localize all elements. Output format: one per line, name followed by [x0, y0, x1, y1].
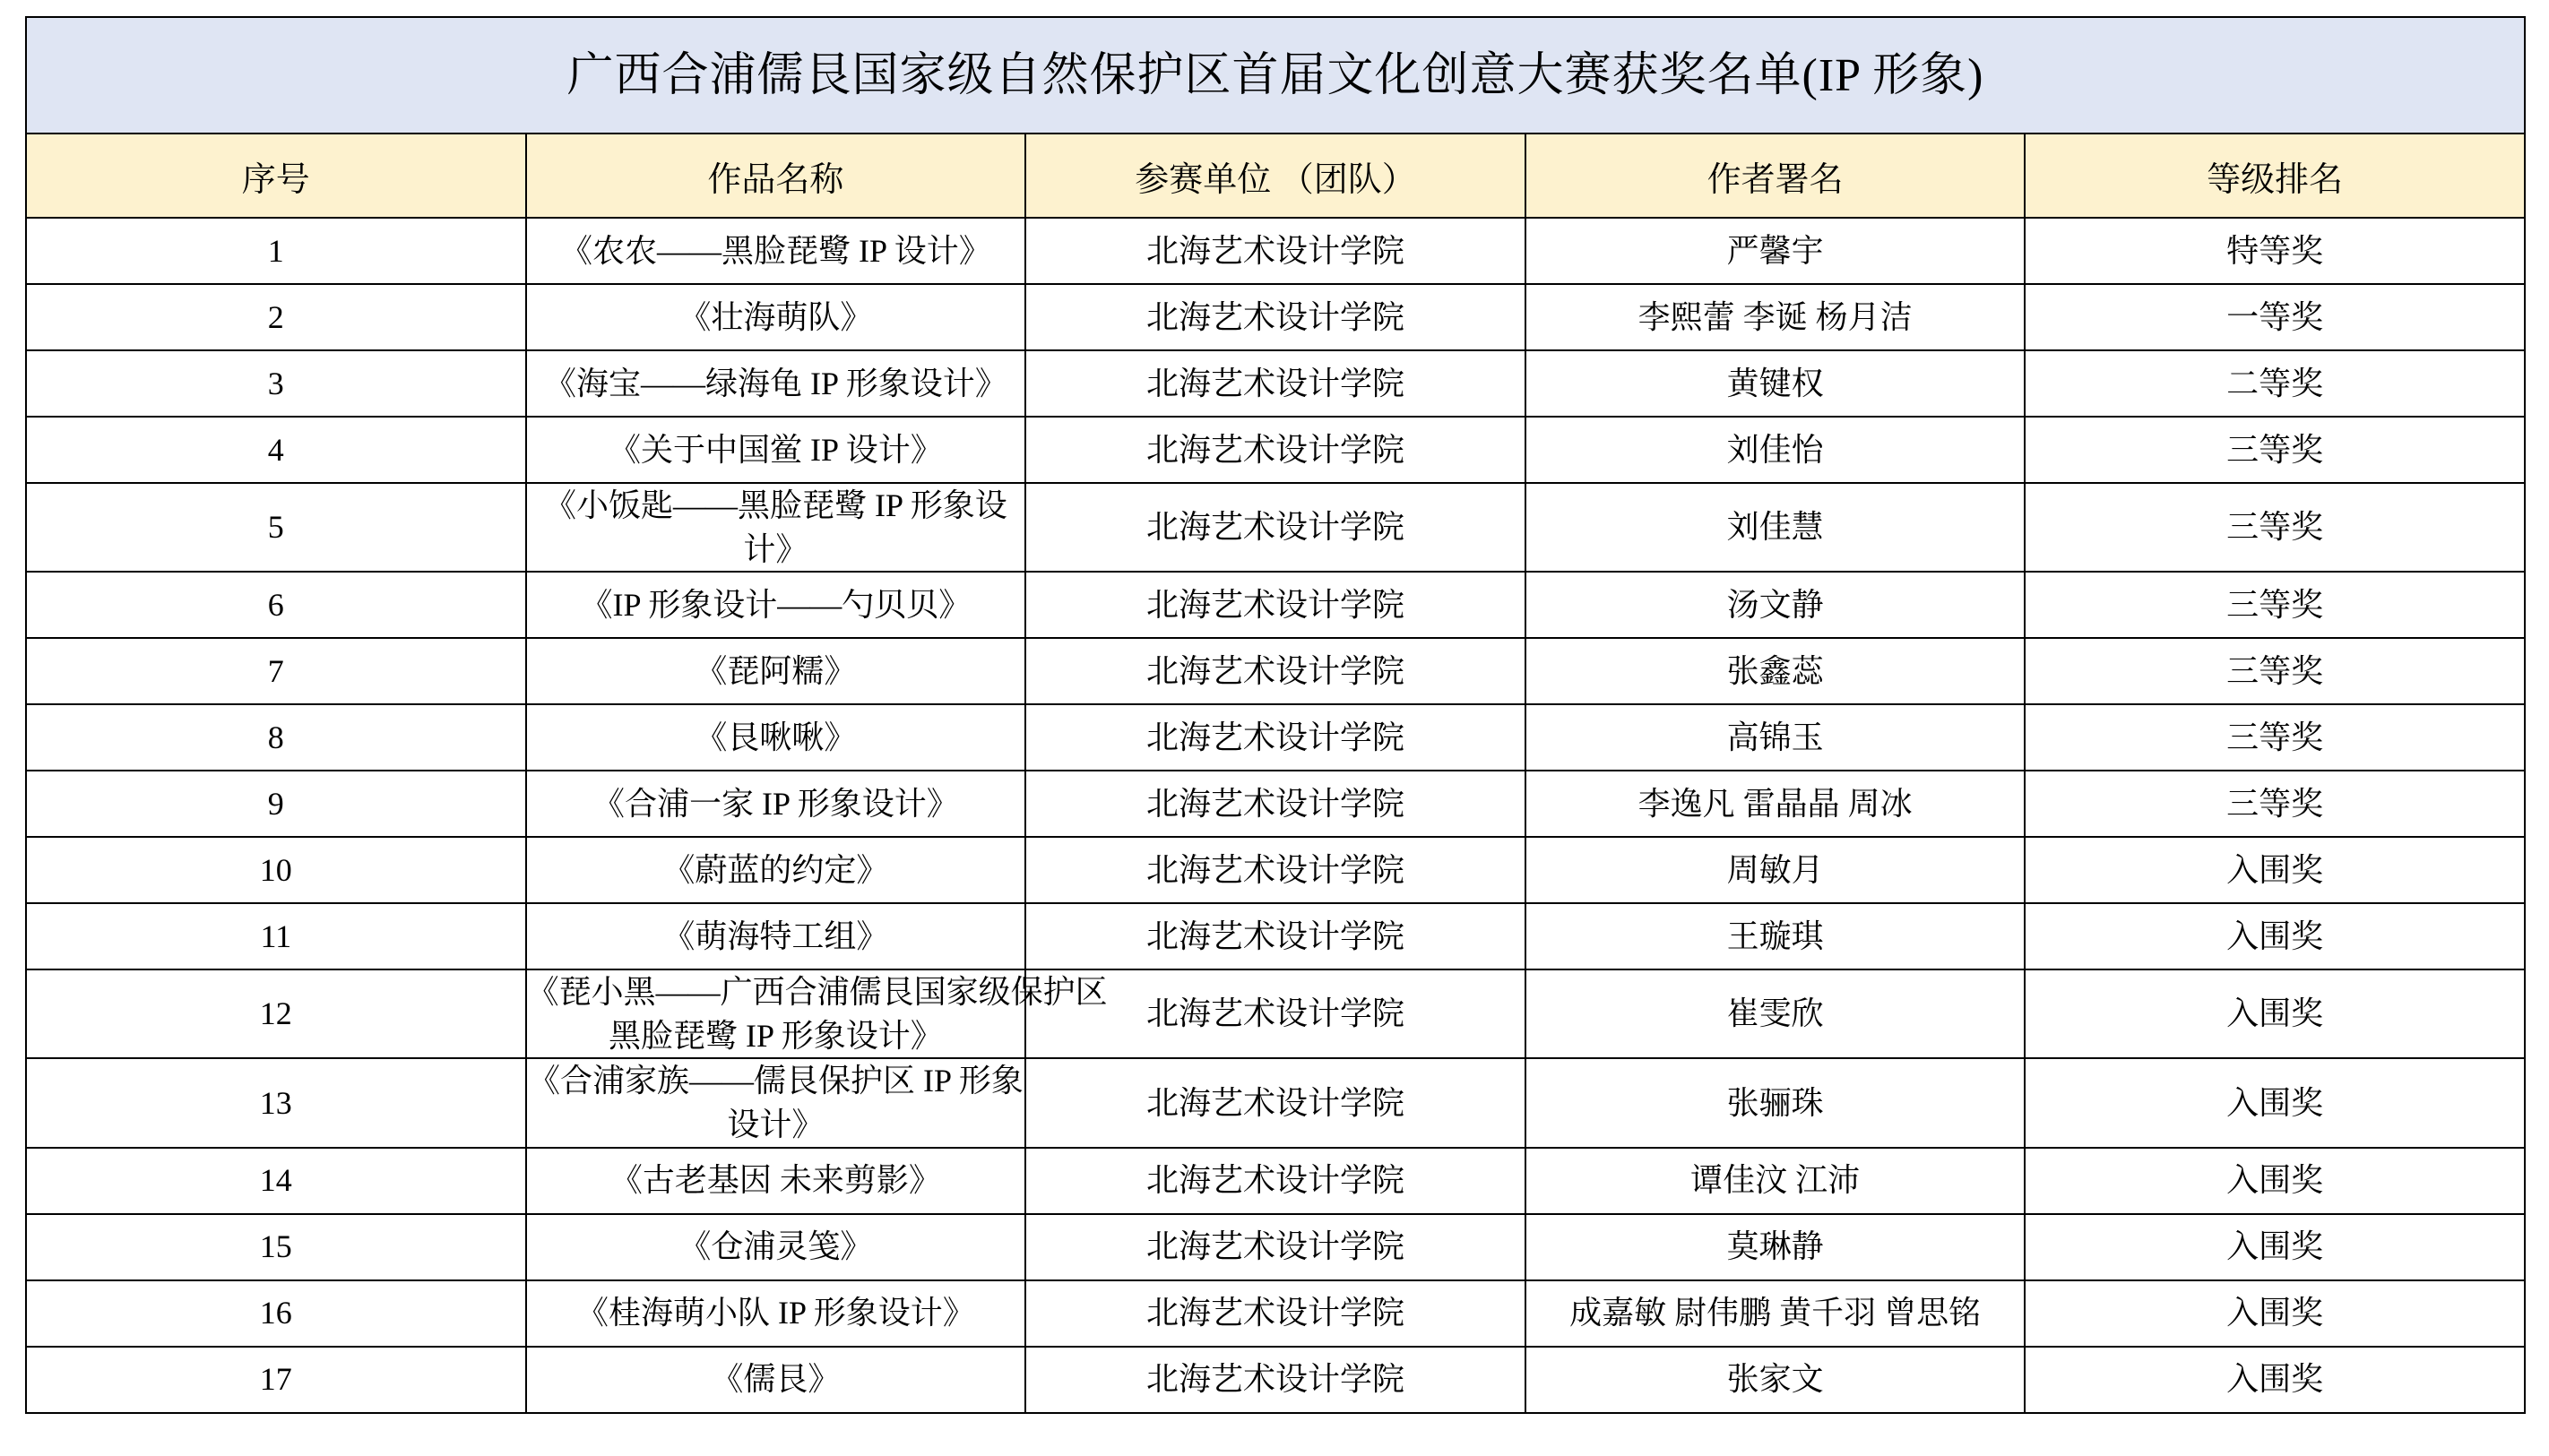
cell-author: 刘佳怡	[1525, 417, 2026, 483]
cell-unit: 北海艺术设计学院	[1025, 704, 1525, 771]
cell-index: 14	[26, 1148, 526, 1214]
cell-index: 8	[26, 704, 526, 771]
cell-author: 李逸凡 雷晶晶 周冰	[1525, 771, 2026, 837]
cell-index: 13	[26, 1058, 526, 1147]
cell-work: 《琵阿糯》	[526, 638, 1026, 704]
cell-author: 莫琳静	[1525, 1214, 2026, 1280]
cell-index: 17	[26, 1347, 526, 1413]
table-row	[26, 771, 2525, 837]
cell-rank: 三等奖	[2025, 483, 2525, 572]
table-row	[26, 1148, 2525, 1214]
cell-rank: 三等奖	[2025, 704, 2525, 771]
cell-unit: 北海艺术设计学院	[1025, 483, 1525, 572]
cell-author: 王璇琪	[1525, 903, 2026, 969]
cell-rank: 特等奖	[2025, 218, 2525, 284]
cell-author: 张鑫蕊	[1525, 638, 2026, 704]
table-row	[26, 350, 2525, 417]
cell-rank: 入围奖	[2025, 969, 2525, 1058]
table-row	[26, 638, 2525, 704]
cell-work: 《艮啾啾》	[526, 704, 1026, 771]
table-row	[26, 572, 2525, 638]
table-row	[26, 284, 2525, 350]
column-header-unit: 参赛单位 （团队）	[1025, 134, 1525, 218]
cell-index: 12	[26, 969, 526, 1058]
cell-author: 成嘉敏 尉伟鹏 黄千羽 曾思铭	[1525, 1280, 2026, 1347]
cell-index: 16	[26, 1280, 526, 1347]
cell-unit: 北海艺术设计学院	[1025, 1347, 1525, 1413]
cell-work: 《海宝——绿海龟 IP 形象设计》	[526, 350, 1026, 417]
cell-work: 《蔚蓝的约定》	[526, 837, 1026, 903]
cell-unit: 北海艺术设计学院	[1025, 1058, 1525, 1147]
cell-rank: 二等奖	[2025, 350, 2525, 417]
cell-author: 张家文	[1525, 1347, 2026, 1413]
cell-index: 1	[26, 218, 526, 284]
cell-author: 谭佳汶 江沛	[1525, 1148, 2026, 1214]
cell-unit: 北海艺术设计学院	[1025, 218, 1525, 284]
cell-rank: 三等奖	[2025, 572, 2525, 638]
table-row	[26, 969, 2525, 1058]
cell-unit: 北海艺术设计学院	[1025, 771, 1525, 837]
cell-rank: 三等奖	[2025, 771, 2525, 837]
cell-rank: 入围奖	[2025, 903, 2525, 969]
cell-work: 《关于中国鲎 IP 设计》	[526, 417, 1026, 483]
cell-rank: 入围奖	[2025, 1148, 2525, 1214]
cell-unit: 北海艺术设计学院	[1025, 350, 1525, 417]
column-header-index: 序号	[26, 134, 526, 218]
cell-author: 张骊珠	[1525, 1058, 2026, 1147]
cell-work	[526, 969, 1108, 1058]
cell-work-line-1: 《琵小黑——广西合浦儒艮国家级保护区	[526, 974, 1108, 1011]
table-row	[26, 1280, 2525, 1347]
cell-work: 《壮海萌队》	[526, 284, 1026, 350]
cell-work: 《合浦一家 IP 形象设计》	[526, 771, 1026, 837]
cell-work: 《农农——黑脸琵鹭 IP 设计》	[526, 218, 1026, 284]
cell-author: 李熙蕾 李诞 杨月洁	[1525, 284, 2026, 350]
cell-rank: 三等奖	[2025, 417, 2525, 483]
cell-author: 高锦玉	[1525, 704, 2026, 771]
document-title: 广西合浦儒艮国家级自然保护区首届文化创意大赛获奖名单(IP 形象)	[26, 17, 2525, 134]
cell-unit: 北海艺术设计学院	[1025, 837, 1525, 903]
cell-author: 黄键权	[1525, 350, 2026, 417]
cell-index: 9	[26, 771, 526, 837]
award-list-table	[25, 16, 2526, 1414]
column-header-work: 作品名称	[526, 134, 1026, 218]
table-row	[26, 1214, 2525, 1280]
cell-work: 《儒艮》	[526, 1347, 1026, 1413]
cell-work: 《古老基因 未来剪影》	[526, 1148, 1026, 1214]
cell-rank: 入围奖	[2025, 1058, 2525, 1147]
cell-index: 3	[26, 350, 526, 417]
cell-rank: 入围奖	[2025, 1347, 2525, 1413]
table-header-row	[26, 134, 2525, 218]
cell-unit: 北海艺术设计学院	[1025, 284, 1525, 350]
cell-work-line-2: 黑脸琵鹭 IP 形象设计》	[609, 1017, 943, 1054]
cell-rank: 入围奖	[2025, 1280, 2525, 1347]
cell-work: 《仓浦灵笺》	[526, 1214, 1026, 1280]
table-row	[26, 218, 2525, 284]
column-header-rank: 等级排名	[2025, 134, 2525, 218]
cell-index: 2	[26, 284, 526, 350]
cell-rank: 一等奖	[2025, 284, 2525, 350]
cell-index: 5	[26, 483, 526, 572]
cell-unit: 北海艺术设计学院	[1025, 903, 1525, 969]
cell-unit: 北海艺术设计学院	[1025, 1148, 1525, 1214]
cell-work: 《小饭匙——黑脸琵鹭 IP 形象设计》	[526, 483, 1026, 572]
cell-index: 10	[26, 837, 526, 903]
table-title-row	[26, 17, 2525, 134]
cell-unit: 北海艺术设计学院	[1025, 572, 1525, 638]
cell-work: 《合浦家族——儒艮保护区 IP 形象设计》	[526, 1058, 1026, 1147]
column-header-author: 作者署名	[1525, 134, 2026, 218]
cell-rank: 三等奖	[2025, 638, 2525, 704]
cell-author: 周敏月	[1525, 837, 2026, 903]
table-row	[26, 1058, 2525, 1147]
cell-author: 汤文静	[1525, 572, 2026, 638]
table-row	[26, 903, 2525, 969]
table-row	[26, 417, 2525, 483]
cell-index: 7	[26, 638, 526, 704]
cell-unit: 北海艺术设计学院	[1025, 969, 1525, 1058]
cell-author: 崔雯欣	[1525, 969, 2026, 1058]
cell-work: 《IP 形象设计——勺贝贝》	[526, 572, 1026, 638]
cell-unit: 北海艺术设计学院	[1025, 638, 1525, 704]
table-row	[26, 837, 2525, 903]
cell-work: 《桂海萌小队 IP 形象设计》	[526, 1280, 1026, 1347]
cell-index: 11	[26, 903, 526, 969]
cell-index: 15	[26, 1214, 526, 1280]
cell-unit: 北海艺术设计学院	[1025, 1280, 1525, 1347]
cell-index: 6	[26, 572, 526, 638]
cell-author: 严馨宇	[1525, 218, 2026, 284]
cell-author: 刘佳慧	[1525, 483, 2026, 572]
cell-index: 4	[26, 417, 526, 483]
table-row	[26, 1347, 2525, 1413]
table-row	[26, 483, 2525, 572]
cell-unit: 北海艺术设计学院	[1025, 1214, 1525, 1280]
cell-rank: 入围奖	[2025, 837, 2525, 903]
cell-unit: 北海艺术设计学院	[1025, 417, 1525, 483]
cell-rank: 入围奖	[2025, 1214, 2525, 1280]
cell-work: 《萌海特工组》	[526, 903, 1026, 969]
table-row	[26, 704, 2525, 771]
